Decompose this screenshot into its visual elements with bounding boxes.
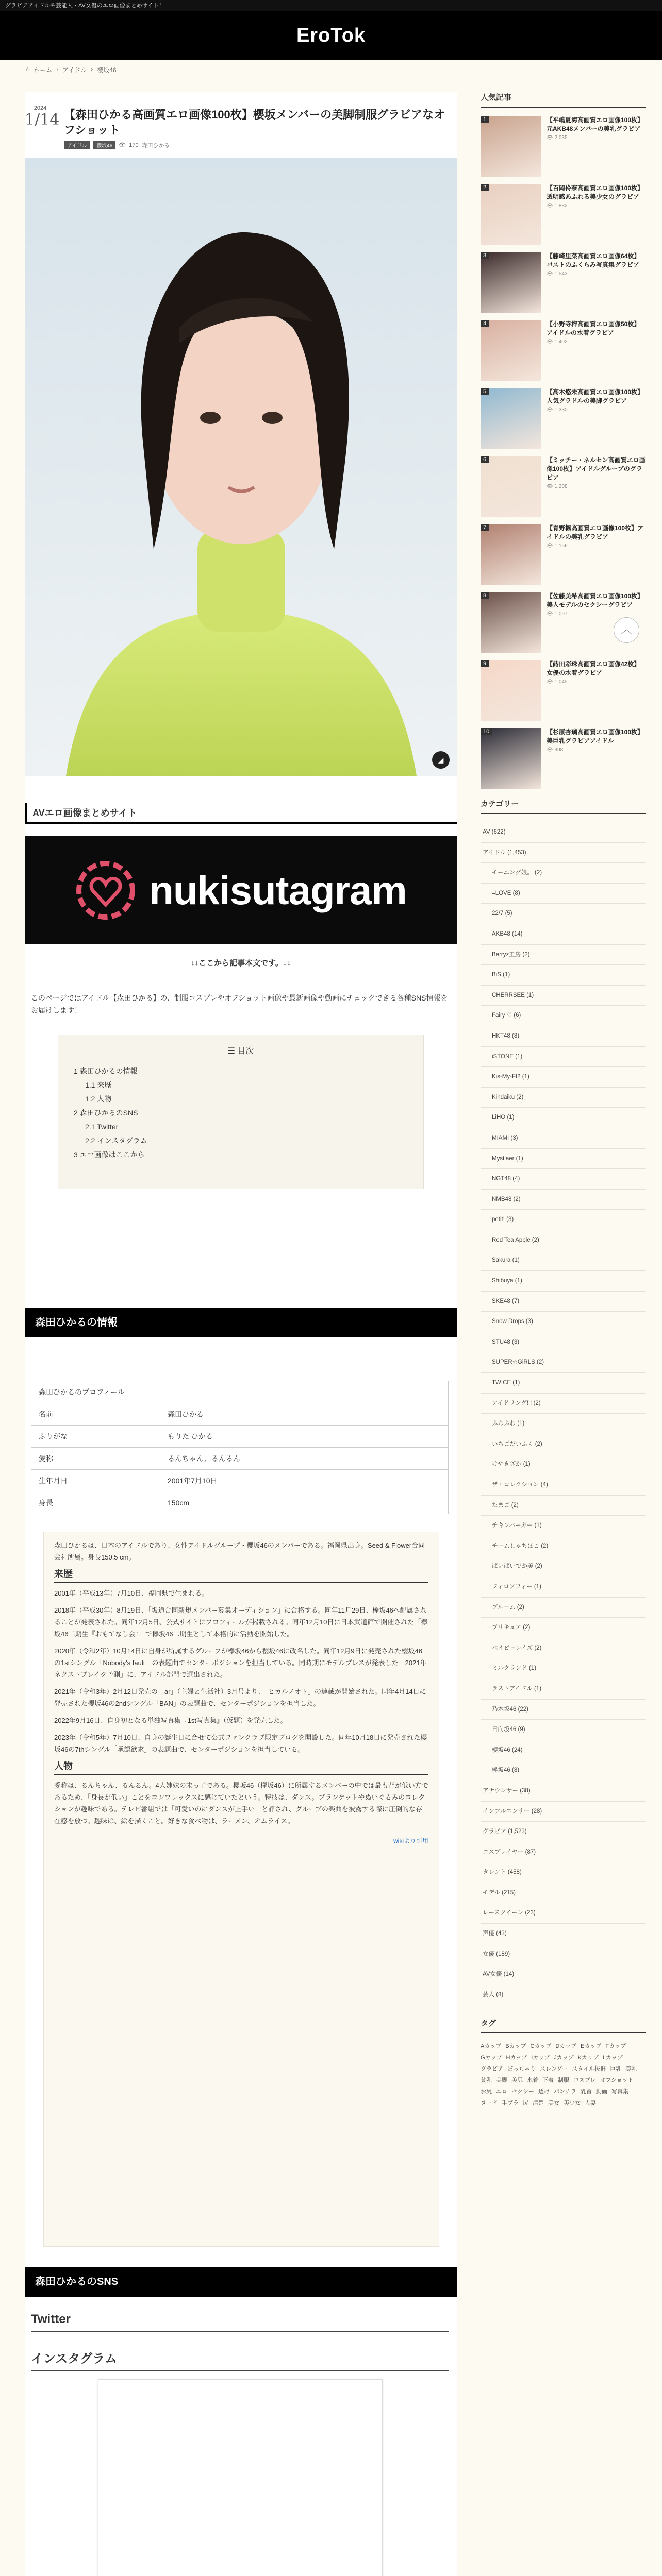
tag-item[interactable]: コスプレ: [573, 2077, 596, 2084]
toc-item[interactable]: 2.1 Twitter: [85, 1123, 119, 1131]
table-row: [31, 1403, 449, 1426]
category-item[interactable]: けやきざか (1): [481, 1454, 646, 1475]
popular-item[interactable]: [481, 388, 646, 449]
breadcrumb-idol[interactable]: アイドル: [62, 66, 87, 74]
category-item[interactable]: LiHO (1): [481, 1108, 646, 1128]
profile-key: 愛称: [31, 1448, 160, 1470]
tag-item[interactable]: Kカップ: [577, 2055, 599, 2061]
category-list: [481, 822, 646, 2005]
tag-item[interactable]: 尻: [523, 2100, 528, 2107]
history-paragraph: 2020年（令和2年）10月14日に自身が所属するグループが欅坂46から櫻坂46に改名した。同年12月9日に発売された櫻坂46の1stシングル「Nobody's fault」の表題曲でセンターポジションを担当している。同時期にモデルプレスが発表した「2021年ネクストブレイク予測」に、アイドル部門で選出された。: [54, 1647, 427, 1679]
rank-number: 2: [481, 184, 489, 191]
history-paragraph: 2018年（平成30年）8月19日、「坂道合同新規メンバー募集オーディション」に合格する。同年11月29日、欅坂46へ配属されることが発表された。同年12月5日、公式サイトにプロフィールが掲載される。同年12月10日に日本武道館で開催された「欅坂46二期生『おもてなし会』」で欅坂46二期生として本格的に活動を開始した。: [54, 1606, 428, 1638]
tag-item[interactable]: スタイル抜群: [572, 2066, 606, 2073]
site-logo[interactable]: EroTok: [0, 11, 662, 60]
category-item[interactable]: モデル (215): [481, 1883, 646, 1904]
rank-number: 4: [481, 320, 489, 327]
tag-item[interactable]: Iカップ: [531, 2055, 550, 2061]
profile-value: るんちゃん、るんるん: [160, 1448, 449, 1470]
tag-item[interactable]: お尻: [481, 2089, 492, 2095]
popular-title[interactable]: 【高木悠未高画質エロ画像100枚】人気グラドルの美脚グラビア: [547, 388, 644, 404]
tag-item[interactable]: 清楚: [533, 2100, 544, 2107]
category-item[interactable]: タレント (458): [481, 1862, 646, 1883]
av-section-heading: AVエロ画像まとめサイト: [25, 803, 457, 824]
tag-item[interactable]: スレンダー: [540, 2066, 568, 2073]
category-item[interactable]: チームしゃちほこ (2): [481, 1536, 646, 1557]
instagram-heading: インスタグラム: [31, 2348, 449, 2371]
tag-item[interactable]: Lカップ: [602, 2055, 623, 2061]
category-item[interactable]: petit! (3): [481, 1210, 646, 1230]
category-item[interactable]: コスプレイヤー (87): [481, 1842, 646, 1863]
sidebar: [481, 92, 646, 2107]
table-row: [31, 1492, 449, 1514]
profile-key: ふりがな: [31, 1426, 160, 1448]
category-item[interactable]: STU48 (3): [481, 1332, 646, 1353]
category-item[interactable]: レースクイーン (23): [481, 1903, 646, 1924]
tag-item[interactable]: 透け: [538, 2089, 550, 2095]
category-item[interactable]: SKE48 (7): [481, 1292, 646, 1312]
table-row: [31, 1470, 449, 1492]
toc-item[interactable]: 1 森田ひかるの情報: [74, 1067, 138, 1075]
tag-item[interactable]: Eカップ: [581, 2043, 602, 2050]
popular-views: 👁 1,330: [547, 407, 568, 413]
category-item[interactable]: 声優 (43): [481, 1924, 646, 1944]
post-date: [25, 105, 60, 129]
popular-views: 👁 1,882: [547, 203, 568, 209]
category-item[interactable]: BiS (1): [481, 965, 646, 986]
tag-heading: タグ: [481, 2018, 646, 2033]
sns-heading: 森田ひかるのSNS: [25, 2267, 457, 2297]
thumbnail[interactable]: [481, 184, 541, 245]
tag-item[interactable]: Aカップ: [481, 2043, 502, 2050]
breadcrumb-home[interactable]: ホーム: [34, 66, 53, 74]
tag-item[interactable]: Jカップ: [554, 2055, 574, 2061]
category-item[interactable]: MIAMI (3): [481, 1128, 646, 1149]
category-item[interactable]: SUPER☆GiRLS (2): [481, 1352, 646, 1373]
category-item[interactable]: ブルーム (2): [481, 1598, 646, 1618]
category-item[interactable]: Kindaiku (2): [481, 1088, 646, 1108]
thumbnail[interactable]: [481, 116, 541, 177]
category-item[interactable]: AV女優 (14): [481, 1964, 646, 1985]
table-of-contents: [58, 1035, 424, 1189]
tag-item[interactable]: ぽっちゃり: [507, 2066, 536, 2073]
category-item[interactable]: 日向坂46 (9): [481, 1720, 646, 1740]
home-icon: ⌂: [26, 65, 30, 73]
category-item[interactable]: TWICE (1): [481, 1373, 646, 1394]
author-link[interactable]: 森田ひかる: [141, 142, 170, 149]
thumbnail[interactable]: [481, 320, 541, 381]
category-item[interactable]: Sakura (1): [481, 1250, 646, 1271]
category-item[interactable]: Berryz工房 (2): [481, 945, 646, 965]
popular-item[interactable]: [481, 660, 646, 721]
popular-title[interactable]: 【小野寺梓高画質エロ画像50枚】アイドルの水着グラビア: [547, 320, 640, 336]
category-item[interactable]: たまご (2): [481, 1496, 646, 1516]
profile-key: 身長: [31, 1492, 160, 1514]
article-start-note: ↓↓ここから記事本文です。↓↓: [191, 959, 291, 968]
tag-item[interactable]: セクシー: [511, 2089, 534, 2095]
category-item[interactable]: 22/7 (5): [481, 904, 646, 924]
tag-item[interactable]: 美脚: [496, 2077, 507, 2084]
popular-list: [481, 116, 646, 789]
eye-icon: 👁: [119, 142, 126, 148]
tag-item[interactable]: 人妻: [585, 2100, 596, 2107]
tag-item[interactable]: エロ: [496, 2089, 507, 2095]
history-paragraph: 2023年（令和5年）7月10日、自身の誕生日に合せて公式ファンクラブ限定ブログを開設した。同年10月18日に発売された櫻坂46の7thシングル「承認欲求」の表題曲で、センターポジションを担当している。: [54, 1734, 427, 1753]
rank-number: 9: [481, 660, 489, 667]
post-day: 1/14: [25, 111, 60, 129]
thumbnail[interactable]: [481, 456, 541, 517]
popular-title[interactable]: 【平嶋夏海高画質エロ画像100枚】元AKB48メンバーの美乳グラビア: [547, 116, 644, 132]
popular-title[interactable]: 【藤崎里菜高画質エロ画像64枚】バストのふくらみ写真集グラビア: [547, 252, 640, 268]
table-row: [31, 1426, 449, 1448]
person-paragraph: 愛称は、るんちゃん、るんるん。4人姉妹の末っ子である。櫻坂46（欅坂46）に所属するメンバーの中では最も背が低い方であるため、「身長が低い」ことをコンプレックスに感じていたという。特技は、ダンス。ブランケットやぬいぐるみのコレクションが趣味である。テレビ番組では「可愛いのにダンスが上手い」と評され、グループの楽曲を披露する際に圧倒的な存在感を放つ。趣味は、絵を描くこと。好きな食べ物は、ラーメン、オムライス。: [54, 1782, 428, 1825]
popular-views: 👁 1,402: [547, 339, 568, 345]
thumbnail[interactable]: [481, 524, 541, 585]
popular-views: 👁 1,543: [547, 271, 568, 277]
info-heading: 森田ひかるの情報: [25, 1308, 457, 1337]
category-item[interactable]: Mystiaer (1): [481, 1149, 646, 1170]
category-item[interactable]: Red Tea Apple (2): [481, 1230, 646, 1251]
tag-item[interactable]: 下着: [542, 2077, 554, 2084]
category-tag[interactable]: 櫻坂46: [93, 141, 115, 149]
popular-item[interactable]: [481, 320, 646, 381]
category-item[interactable]: アイドリング!!! (2): [481, 1394, 646, 1414]
toc-item[interactable]: 2.2 インスタグラム: [85, 1137, 147, 1145]
category-item[interactable]: ぱいぱいでか美 (2): [481, 1556, 646, 1577]
tag-item[interactable]: Dカップ: [555, 2043, 577, 2050]
intro-text: このページではアイドル【森田ひかる】の、制服コスプレやオフショット画像や最新画像や動画にチェックできる各種SNS情報をお届けします！: [31, 994, 448, 1014]
category-item[interactable]: ミルクランド (1): [481, 1658, 646, 1679]
popular-item[interactable]: [481, 456, 646, 517]
tag-item[interactable]: 乳首: [581, 2089, 592, 2095]
tag-item[interactable]: グラビア: [481, 2066, 503, 2073]
category-item[interactable]: Snow Drops (3): [481, 1312, 646, 1332]
history-paragraph: 2001年（平成13年）7月10日、福岡県で生まれる。: [54, 1589, 209, 1597]
tag-item[interactable]: 動画: [596, 2089, 607, 2095]
popular-title[interactable]: 【杉原杏璃高画質エロ画像100枚】美巨乳グラビアアイドル: [547, 728, 644, 744]
tag-item[interactable]: 美女: [548, 2100, 559, 2107]
thumbnail[interactable]: [481, 388, 541, 449]
breadcrumb-group[interactable]: 櫻坂46: [97, 66, 117, 74]
category-item[interactable]: 芸人 (8): [481, 1985, 646, 2006]
tag-item[interactable]: 貧乳: [481, 2077, 492, 2084]
biography-quote: [43, 1532, 439, 2247]
rank-number: 7: [481, 524, 489, 531]
tag-item[interactable]: ヌード: [481, 2100, 498, 2107]
category-item[interactable]: フィロソフィー (1): [481, 1577, 646, 1598]
person-heading: 人物: [54, 1760, 428, 1775]
category-item[interactable]: ザ・コレクション (4): [481, 1475, 646, 1496]
toc-item[interactable]: 1.2 人物: [85, 1095, 112, 1103]
toc-heading: ☰ 目次: [227, 1047, 254, 1056]
main-content: [25, 92, 457, 2576]
tag-item[interactable]: Cカップ: [530, 2043, 552, 2050]
expand-icon[interactable]: ◢: [432, 751, 450, 769]
category-item[interactable]: アイドル (1,453): [481, 843, 646, 863]
profile-value: 150cm: [160, 1492, 449, 1514]
category-item[interactable]: NMB48 (2): [481, 1190, 646, 1210]
tag-item[interactable]: 美少女: [564, 2100, 581, 2107]
tag-item[interactable]: 制服: [558, 2077, 569, 2084]
category-item[interactable]: モーニング娘。 (2): [481, 863, 646, 884]
category-item[interactable]: Fairy ♡ (6): [481, 1006, 646, 1026]
view-count: 170: [129, 142, 139, 148]
hero-photo[interactable]: [25, 158, 457, 776]
popular-views: 👁 1,208: [547, 484, 568, 489]
category-item[interactable]: アナウンサー (38): [481, 1781, 646, 1802]
popular-item[interactable]: [481, 524, 646, 585]
popular-views: 👁 1,156: [547, 543, 568, 549]
wiki-source-link[interactable]: wikiより引用: [393, 1837, 428, 1844]
category-item[interactable]: プリキュア (2): [481, 1618, 646, 1638]
toc-item[interactable]: 2 森田ひかるのSNS: [74, 1109, 138, 1117]
scroll-up-button[interactable]: ︿: [614, 617, 639, 643]
rank-number: 6: [481, 456, 489, 463]
profile-key: 名前: [31, 1403, 160, 1426]
history-heading: 来歴: [54, 1568, 428, 1583]
post-year: 2024: [34, 105, 47, 111]
category-heading: カテゴリー: [481, 798, 646, 814]
category-item[interactable]: いちごだいふく (2): [481, 1434, 646, 1455]
tag-item[interactable]: オフショット: [600, 2077, 634, 2084]
category-item[interactable]: Kis-My-Ft2 (1): [481, 1067, 646, 1088]
thumbnail[interactable]: [481, 252, 541, 313]
post-meta: [64, 141, 170, 149]
category-item[interactable]: HKT48 (8): [481, 1026, 646, 1047]
popular-views: 👁 1,045: [547, 679, 568, 685]
rank-number: 1: [481, 116, 489, 123]
category-item[interactable]: Shibuya (1): [481, 1271, 646, 1292]
profile-key: 生年月日: [31, 1470, 160, 1492]
category-item[interactable]: CHERRSEE (1): [481, 986, 646, 1006]
tag-item[interactable]: 写真集: [611, 2089, 628, 2095]
tag-item[interactable]: Bカップ: [505, 2043, 526, 2050]
tag-item[interactable]: Hカップ: [506, 2055, 527, 2061]
category-item[interactable]: インフルエンサー (28): [481, 1802, 646, 1822]
tag-item[interactable]: パンチラ: [554, 2089, 576, 2095]
instagram-embed[interactable]: [98, 2379, 383, 2576]
heart-logo-icon: [75, 859, 137, 921]
category-tag[interactable]: アイドル: [64, 141, 90, 149]
tag-item[interactable]: 美乳: [625, 2066, 637, 2073]
toc-item[interactable]: 3 エロ画像はここから: [74, 1150, 145, 1159]
category-item[interactable]: AKB48 (14): [481, 924, 646, 945]
nukisutagram-banner[interactable]: [25, 836, 457, 944]
history-paragraph: 2022年9月16日、自身初となる単独写真集『1st写真集』（仮題）を発売した。: [54, 1717, 287, 1724]
category-item[interactable]: 欅坂46 (8): [481, 1760, 646, 1781]
popular-item[interactable]: [481, 728, 646, 789]
category-item[interactable]: AV (622): [481, 822, 646, 843]
popular-title[interactable]: 【蒔田彩珠高画質エロ画像42枚】女優の水着グラビア: [547, 660, 640, 676]
tag-item[interactable]: 巨乳: [610, 2066, 622, 2073]
top-announcement: グラビアアイドルや芸能人・AV女優のエロ画像まとめサイト！: [0, 0, 662, 11]
rank-number: 10: [481, 728, 492, 735]
category-item[interactable]: グラビア (1,523): [481, 1822, 646, 1842]
table-row: [31, 1448, 449, 1470]
thumbnail[interactable]: [481, 728, 541, 789]
thumbnail[interactable]: [481, 592, 541, 653]
post-title: 【森田ひかる高画質エロ画像100枚】櫻坂メンバーの美脚制服グラビアなオフショット: [64, 108, 445, 137]
popular-item[interactable]: [481, 116, 646, 177]
category-item[interactable]: =LOVE (8): [481, 884, 646, 904]
rank-number: 8: [481, 592, 489, 599]
rank-number: 3: [481, 252, 489, 259]
thumbnail[interactable]: [481, 660, 541, 721]
popular-views: 👁 1,097: [547, 611, 568, 617]
popular-views: 👁 998: [547, 747, 564, 753]
category-item[interactable]: ベイビーレイズ (2): [481, 1638, 646, 1659]
popular-item[interactable]: [481, 252, 646, 313]
category-item[interactable]: 乃木坂46 (22): [481, 1700, 646, 1720]
popular-views: 👁 2,035: [547, 135, 568, 141]
popular-heading: 人気記事: [481, 92, 646, 108]
profile-value: 2001年7月10日: [160, 1470, 449, 1492]
category-item[interactable]: NGT48 (4): [481, 1169, 646, 1190]
profile-value: もりた ひかる: [160, 1426, 449, 1448]
profile-table: [31, 1381, 449, 1514]
twitter-heading: Twitter: [31, 2312, 449, 2332]
banner-text: nukisutagram: [149, 867, 407, 913]
toc-item[interactable]: 1.1 来歴: [85, 1081, 112, 1089]
history-paragraph: 2021年（令和3年）2月12日発売の「ar」（主婦と生活社）3月号より、「ヒカルノオト」の連載が開始された。同年4月14日に発売された櫻坂46の2ndシングル「BAN」の表題曲で、センターポジションを担当した。: [54, 1688, 426, 1707]
category-item[interactable]: 女優 (189): [481, 1944, 646, 1965]
popular-title[interactable]: 【百岡伶奈高画質エロ画像100枚】透明感あふれる美少女のグラビア: [547, 184, 644, 200]
tag-item[interactable]: Fカップ: [605, 2043, 626, 2050]
category-item[interactable]: ふわふわ (1): [481, 1414, 646, 1434]
tag-item[interactable]: Gカップ: [481, 2055, 502, 2061]
profile-caption: 森田ひかるのプロフィール: [31, 1381, 449, 1403]
profile-value: 森田ひかる: [160, 1403, 449, 1426]
popular-title[interactable]: 【ミッチー・ネルセン高画質エロ画像100枚】アイドルグループのグラビア: [547, 456, 646, 481]
tag-cloud: [481, 2042, 646, 2107]
tag-item[interactable]: 水着: [527, 2077, 538, 2084]
popular-title[interactable]: 【青野楓高画質エロ画像100枚】アイドルの美乳グラビア: [547, 524, 644, 540]
tag-item[interactable]: 美尻: [511, 2077, 523, 2084]
popular-item[interactable]: [481, 592, 646, 653]
breadcrumb: ⌂ ホーム › アイドル › 櫻坂46: [26, 65, 117, 74]
popular-title[interactable]: 【佐藤美希高画質エロ画像100枚】美人モデルのセクシーグラビア: [547, 592, 644, 608]
category-item[interactable]: 櫻坂46 (24): [481, 1740, 646, 1761]
rank-number: 5: [481, 388, 489, 395]
category-item[interactable]: ラストアイドル (1): [481, 1679, 646, 1700]
category-item[interactable]: iSTONE (1): [481, 1047, 646, 1067]
tag-item[interactable]: 手ブラ: [502, 2100, 519, 2107]
bio-summary: 森田ひかるは、日本のアイドルであり、女性アイドルグループ・櫻坂46のメンバーである。福岡県出身。Seed & Flower合同会社所属。身長150.5 cm。: [54, 1541, 425, 1561]
category-item[interactable]: チキンバーガー (1): [481, 1516, 646, 1536]
popular-item[interactable]: [481, 184, 646, 245]
